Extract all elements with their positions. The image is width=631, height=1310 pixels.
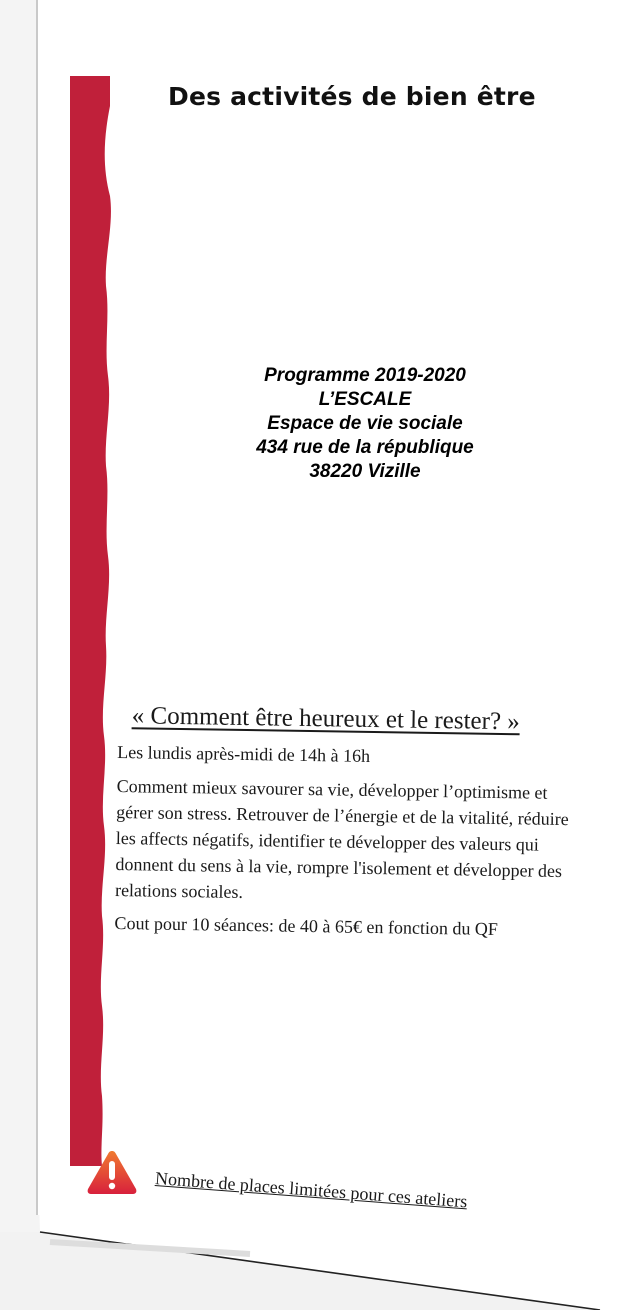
warning-icon	[86, 1148, 138, 1196]
page-title: Des activités de bien être	[168, 82, 536, 111]
organization-type: Espace de vie sociale	[267, 413, 463, 434]
decorative-red-band	[70, 76, 112, 1166]
activity-cost: Cout pour 10 séances: de 40 à 65€ en fonction du QF	[114, 912, 499, 939]
activity-title: « Comment être heureux et le rester? »	[131, 702, 520, 736]
activity-schedule: Les lundis après-midi de 14h à 16h	[117, 741, 371, 766]
activity-description: Comment mieux savourer sa vie, développer l’optimisme et gérer son stress. Retrouver de l’énergie et de la vitalité, réduire les affects négatifs, identifier te développer des valeurs qui donnent du sens à la vie, rompre l'isolement et développer des relations sociales.	[114, 775, 569, 902]
organization-name: L’ESCALE	[318, 389, 412, 410]
activity-section	[114, 702, 598, 942]
address-city: 38220 Vizille	[309, 461, 421, 482]
flyer-page	[36, 0, 631, 1215]
programme-year: Programme 2019-2020	[264, 365, 466, 386]
limited-places-notice: Nombre de places limitées pour ces ateliers	[154, 1168, 469, 1212]
address-street: 434 rue de la république	[256, 437, 474, 458]
programme-info	[200, 364, 530, 484]
